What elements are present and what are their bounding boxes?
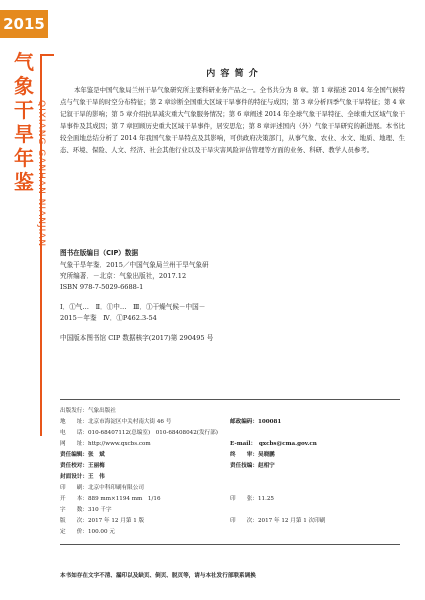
address: 地 址：北京市海淀区中关村南大街 46 号: [60, 419, 172, 425]
year-badge: 2015: [0, 10, 48, 38]
pub-row: [60, 505, 405, 516]
intro-section: [60, 84, 405, 156]
pub-row: [60, 516, 405, 527]
cip-block: [60, 248, 360, 344]
divider-bottom: [60, 544, 400, 545]
cip-title: 图书在版编目（CIP）数据: [60, 249, 139, 257]
format: 开 本：889 mm×1194 mm 1/16: [60, 496, 161, 502]
postcode: 邮政编码：100081: [230, 419, 282, 425]
cip-line: 2015－年鉴 Ⅳ．①P462.3-54: [60, 314, 157, 322]
edition: 版 次：2017 年 12 月第 1 版: [60, 518, 145, 524]
word-count: 字 数：310 千字: [60, 507, 112, 513]
vertical-pinyin: QIXIANG GANHAN NIANJIAN: [36, 100, 46, 248]
cip-spacer: [60, 293, 360, 302]
cip-line: 气象干旱年鉴．2015／中国气象局兰州干旱气象研: [60, 261, 209, 269]
printer: 印 刷：北京中科印刷有限公司: [60, 485, 144, 491]
tech-editor: 责任技编：赵相宁: [230, 463, 275, 469]
intro-heading: 内 容 简 介: [206, 69, 259, 79]
editor: 责任编辑：张 斌: [60, 452, 105, 458]
phone: 电 话：010-68407112(总编室) 010-68408042(发行部): [60, 430, 218, 436]
intro-paragraph: 本年鉴是中国气象局兰州干旱气象研究所主要科研业务产品之一。全书共分为 8 章。第 1 章描述 2014 年全国气候特点与气象干旱的时空分布特征；第 2 章诊断全国重大区域干旱事件的特征与成因；第 3 章分析四季气象干旱特征；第 4 章记叙干旱的影响；第 5 章介绍抗旱减灾重大气象服务情况；第 6 章阐述 2014 年全球气象干旱特征、全球重大区域气象干旱事件及其成因；第 7 章回顾历史重大区域干旱事件，居安思危；第 8 章评述国内（外）气象干旱研究的新进展。本书比较全面地总结分析了 2014 年我国气象干旱特点及其影响，可供政府决策部门，从事气象、农业、水文、地质、地理、生态、环境、保险、人文、经济、社会其他行业以及干旱灾害风险评估管理等方面的业务、科研、教学人员参考。: [60, 86, 405, 154]
publisher-info: [60, 406, 405, 538]
title-char: 干: [14, 98, 34, 122]
pub-row: [60, 450, 405, 461]
title-char: 象: [14, 74, 34, 98]
pub-row: [60, 494, 405, 505]
pub-row: [60, 483, 405, 494]
pub-row: [60, 406, 405, 417]
printed-sheets: 印 张：11.25: [230, 496, 274, 502]
footer-notice: 本书如存在文字不清、漏印以及缺页、倒页、脱页等，请与本社发行部联系调换: [60, 573, 256, 579]
vertical-book-title: [13, 50, 35, 194]
final-reviewer: 终 审：吴晓鹏: [230, 452, 275, 458]
title-char: 鉴: [14, 170, 34, 194]
pub-row: [60, 527, 405, 538]
website: 网 址：http://www.qxcbs.com: [60, 441, 151, 447]
pub-row: [60, 439, 405, 450]
cip-number: 中国版本图书馆 CIP 数据核字(2017)第 290495 号: [60, 334, 214, 342]
cip-line: 究所编著．－北京：气象出版社，2017.12: [60, 272, 187, 280]
cover-design: 封面设计：王 伟: [60, 474, 105, 480]
title-char: 年: [14, 146, 34, 170]
cip-isbn: ISBN 978-7-5029-6688-1: [60, 283, 144, 291]
title-char: 气: [14, 50, 34, 74]
email: E-mail： qxcbs@cma.gov.cn: [230, 441, 317, 447]
price: 定 价：100.00 元: [60, 529, 115, 535]
print-run: 印 次：2017 年 12 月第 1 次印刷: [230, 518, 326, 524]
decorative-frame: [40, 54, 54, 436]
published-by: 出版发行：气象出版社: [60, 408, 116, 414]
title-char: 旱: [14, 122, 34, 146]
pub-row: [60, 417, 405, 428]
pub-row: [60, 461, 405, 472]
proofreader: 责任校对：王丽梅: [60, 463, 105, 469]
cip-line: Ⅰ．①气… Ⅱ．①中… Ⅲ．①干燥气候－中国－: [60, 303, 206, 311]
pub-row: [60, 428, 405, 439]
pub-row: [60, 472, 405, 483]
divider-top: [60, 399, 400, 400]
